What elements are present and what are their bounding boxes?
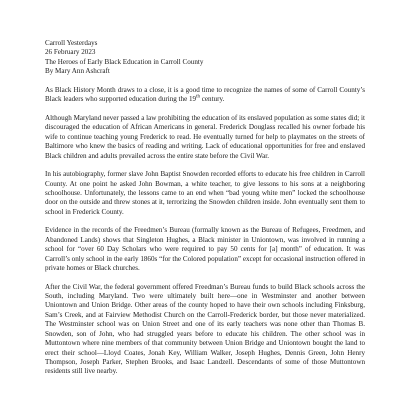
intro-superscript: th bbox=[196, 95, 200, 101]
intro-paragraph bbox=[45, 86, 365, 105]
publication-name: Carroll Yesterdays bbox=[45, 39, 98, 47]
document-page bbox=[45, 39, 365, 386]
intro-text-end: century. bbox=[199, 95, 225, 104]
article-date: 26 February 2023 bbox=[45, 48, 96, 57]
paragraph-after-civil-war: After the Civil War, the federal government offered Freedman’s Bureau funds to build Black schools across the South, including Maryland. Two were ultimately built here—one in Westminster and another between Uniontown and Union Bridge. Other areas of the county hoped to have their own schools including Finksburg, Sam’s Creek, and at Fairview Methodist Church on the Carroll-Frederick border, but those never materialized. The Westminster school was on Union Street and one of its early teachers was none other than Thomas B. Snowden, son of John, who had struggled years before to educate his children. The other school was in Muttontown where nine members of that community between Union Bridge and Uniontown bought the land to erect their school—Lloyd Coates, Jonah Key, William Walker, Joseph Hughes, Dennis Green, John Henry Thompson, Joseph Parker, Stephen Brooks, and Isaac Landzell. Descendants of some of those Muttontown residents still live nearby. bbox=[45, 282, 365, 376]
intro-text: As Black History Month draws to a close, it is a good time to recognize the names of some of Carroll County’s Black leaders who supported education during the 19 bbox=[45, 86, 365, 104]
article-title: The Heroes of Early Black Education in Carroll County bbox=[45, 57, 204, 66]
article-header bbox=[45, 39, 365, 77]
paragraph-snowden: In his autobiography, former slave John Baptist Snowden recorded efforts to educate his free children in Carroll County. At one point he asked John Bowman, a white teacher, to give lessons to his sons at a neighboring schoolhouse. Unfortunately, the lessons came to an end when “bad young white men” locked the schoolhouse door on the outside and threw stones at it, terrorizing the Snowden children inside. John eventually sent them to school in Frederick County. bbox=[45, 170, 365, 216]
paragraph-douglass: Although Maryland never passed a law prohibiting the education of its enslaved population as some states did; it discouraged the education of African Americans in general. Frederick Douglass recalled his owner forbade his wife to continue teaching young Frederick to read. He eventually turned for help to playmates on the streets of Baltimore who knew the basics of reading and writing. Lack of educational opportunities for free and enslaved Black children and adults prevailed across the entire state before the Civil War. bbox=[45, 114, 365, 160]
article-byline: By Mary Ann Ashcraft bbox=[45, 67, 110, 76]
paragraph-freedmens-bureau: Evidence in the records of the Freedmen’s Bureau (formally known as the Bureau of Refugees, Freedmen, and Abandoned Lands) shows that Singleton Hughes, a Black minister in Uniontown, was involved in running a school for “over 60 Day Scholars who were required to pay 50 cents for [a] month” of education. It was Carroll’s only school in the early 1860s “for the Colored population” except for occasional instruction offered in private homes or Black churches. bbox=[45, 226, 365, 273]
